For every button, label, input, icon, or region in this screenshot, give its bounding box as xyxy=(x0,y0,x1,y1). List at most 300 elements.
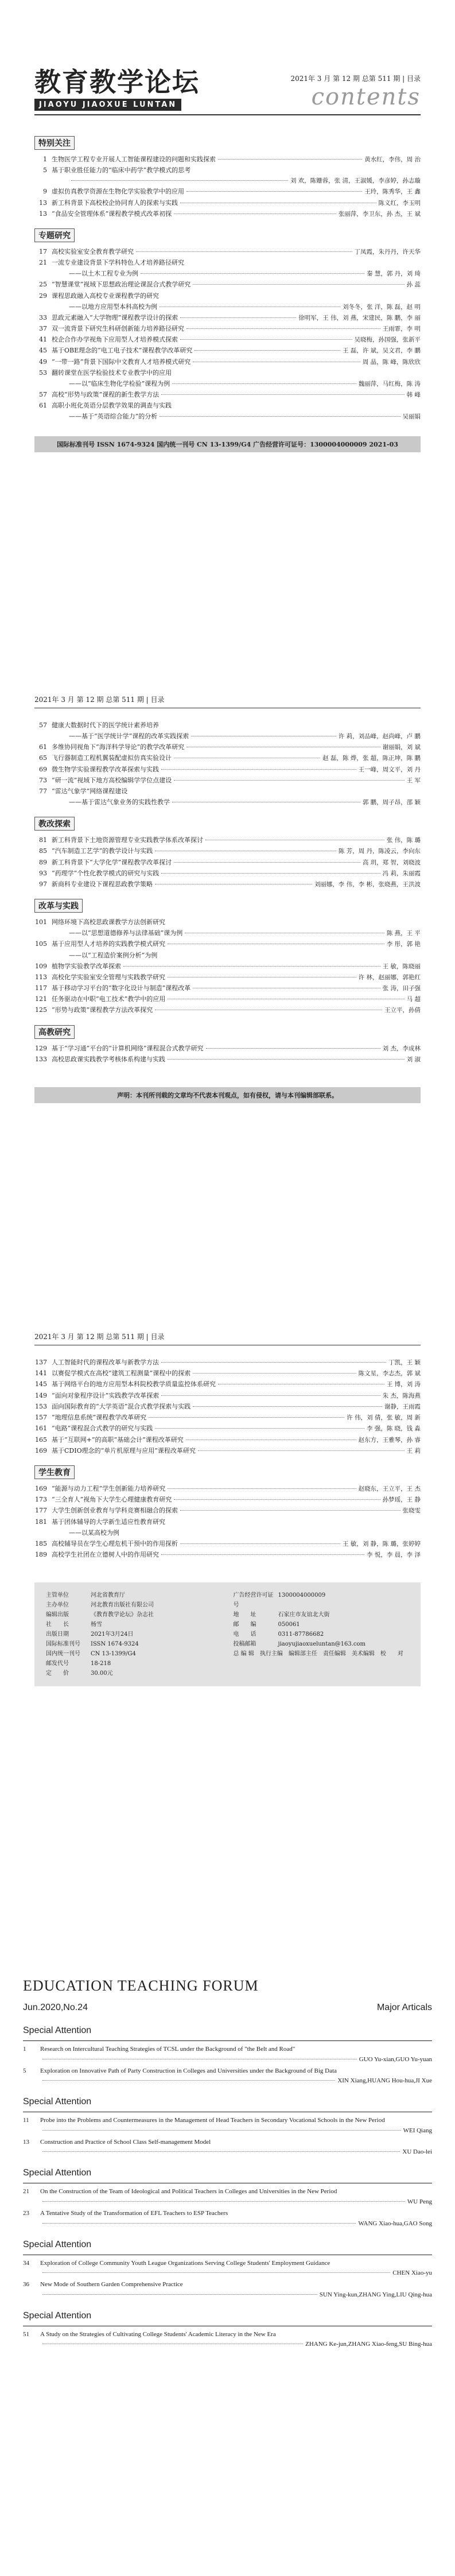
dot-leader xyxy=(136,251,352,252)
dot-leader xyxy=(123,966,380,967)
article-authors: WU Peng xyxy=(407,2198,432,2205)
toc-entry[interactable] xyxy=(34,401,421,410)
imprint-row xyxy=(234,1639,410,1649)
dot-leader xyxy=(42,2201,405,2202)
imprint-left xyxy=(46,1590,222,1678)
toc-entry[interactable] xyxy=(34,166,421,175)
copyright-notice: 声明：本刊所刊载的文章均不代表本刊观点，如有侵权，请与本刊编辑部联系。 xyxy=(34,1087,421,1103)
imprint-key: 主办单位 xyxy=(46,1601,69,1608)
page-number: 23 xyxy=(23,2209,29,2217)
article-authors: 孙 蕊 xyxy=(406,281,421,289)
article-authors: 王 博，刘 涛 xyxy=(386,1381,421,1388)
imprint-value: 河北教育出版社有限公司 xyxy=(91,1601,154,1608)
article-title: 高校化学实验室安全管理与实践教学研究 xyxy=(52,973,165,981)
toc-entry[interactable] xyxy=(34,187,421,196)
toc-entry[interactable] xyxy=(34,247,421,257)
toc-entry[interactable] xyxy=(34,1506,421,1515)
page-number: 109 xyxy=(35,962,47,970)
article-title: New Mode of Southern Garden Comprehensive Practice xyxy=(40,2281,183,2288)
article-title: 双一流背景下研究生科研创新能力培养路径研究 xyxy=(52,325,184,332)
article-authors: XIN Xiang,HUANG Hou-hua,JI Xue xyxy=(337,2077,432,2085)
article-authors: 朱 杰，陈海燕 xyxy=(382,1392,421,1399)
author-line xyxy=(23,2127,432,2134)
toc-entry[interactable] xyxy=(34,1413,421,1422)
toc-page-3 xyxy=(0,1291,455,1920)
article-authors: 王玲，陈秀华，王 鑫 xyxy=(364,188,421,196)
issue-info: 2021年 3 月 第 12 期 总第 511 期 | 目录 xyxy=(34,696,165,704)
dot-leader xyxy=(42,2294,317,2295)
imprint-value: 2021年3月24日 xyxy=(91,1631,134,1638)
page-number: 36 xyxy=(23,2281,29,2288)
toc-entry[interactable] xyxy=(34,1436,421,1445)
article-title: 新商科专业建设下课程思政教学策略 xyxy=(52,880,153,889)
imprint-row xyxy=(234,1630,410,1639)
toc-entry[interactable] xyxy=(23,2259,432,2269)
toc-entry[interactable] xyxy=(34,258,421,267)
toc-entry[interactable] xyxy=(34,313,421,323)
article-authors: 李 强，陈 晓，钱 淼 xyxy=(366,1425,421,1433)
toc-entry[interactable] xyxy=(34,324,421,333)
toc-entry[interactable] xyxy=(34,210,421,219)
dot-leader xyxy=(180,1510,400,1511)
toc-entry[interactable] xyxy=(34,962,421,971)
article-authors: 王 敏，陈晓丽 xyxy=(382,963,421,970)
page-number: 121 xyxy=(35,995,47,1003)
article-title: Exploration on Innovative Path of Party Construction in Colleges and Universities under the Background of Big Data xyxy=(40,2067,337,2074)
toc-page-2 xyxy=(0,654,455,1291)
article-title: 微生物学实验课程教学改革探索与实践 xyxy=(52,765,159,773)
toc-entry[interactable] xyxy=(34,1528,421,1538)
toc-entry[interactable] xyxy=(34,995,421,1004)
imprint-row xyxy=(46,1620,222,1630)
toc-entry[interactable] xyxy=(34,836,421,845)
imprint-value: 1300004000009 xyxy=(278,1592,326,1599)
imprint-row xyxy=(46,1669,222,1678)
author-line xyxy=(23,2341,432,2348)
toc-entry[interactable] xyxy=(34,1550,421,1559)
dot-leader xyxy=(174,1499,380,1500)
masthead xyxy=(34,69,421,111)
article-authors: 韩 峰 xyxy=(406,391,421,399)
page-number: 57 xyxy=(39,721,47,729)
toc-entry[interactable] xyxy=(34,412,421,421)
imprint-right xyxy=(234,1590,410,1649)
toc-entry[interactable] xyxy=(34,1044,421,1053)
article-title: 健康大数据时代下的医学统计素养培养 xyxy=(52,721,159,729)
page-number: 65 xyxy=(39,754,47,762)
article-title: “智慧课堂”视域下思想政治理论课混合式教学研究 xyxy=(52,281,191,289)
article-title: “雷达气象学”网络课程建设 xyxy=(52,787,128,796)
page-number: 21 xyxy=(23,2188,29,2195)
toc-entry[interactable] xyxy=(23,2116,432,2126)
article-authors: 徐明军，王 伟，刘 燕，宋建民，陈 鹏，李 丽 xyxy=(298,314,421,321)
imprint-row xyxy=(234,1590,410,1610)
page-number: 13 xyxy=(39,199,47,207)
article-title: 基于应用型人才培养的实践教学模式研究 xyxy=(52,940,165,948)
article-authors: 丁凤霞，朱丹丹，许天华 xyxy=(354,249,421,256)
page-number: 61 xyxy=(39,743,47,751)
page-number: 81 xyxy=(39,836,47,844)
dot-leader xyxy=(42,2130,401,2131)
article-authors: 陈 燕，王 平 xyxy=(386,930,421,937)
article-title: 翻转课堂在医学检验技术专业教学中的应用 xyxy=(52,368,172,377)
article-title: 网络环境下高校思政课教学方法创新研究 xyxy=(52,918,165,926)
page-number: 169 xyxy=(35,1446,47,1454)
toc-entry[interactable] xyxy=(34,754,421,763)
toc-entry[interactable] xyxy=(34,1380,421,1389)
imprint-key: 国内统一刊号 xyxy=(46,1650,80,1657)
article-title: 面向国际教育的“大学英语”混合式教学探索与实践 xyxy=(52,1402,191,1410)
dot-leader xyxy=(161,769,356,770)
dot-leader xyxy=(193,284,404,285)
article-authors: 王 莉 xyxy=(406,1447,421,1454)
toc-entry[interactable] xyxy=(34,346,421,355)
toc-entry[interactable] xyxy=(34,951,421,960)
toc-entry[interactable] xyxy=(34,1006,421,1015)
toc-entry[interactable] xyxy=(34,269,421,278)
issue-info: 2021年 3 月 第 12 期 总第 511 期 | 目录 xyxy=(290,75,421,83)
article-title: 基于“学习通”平台的“计算机网络”课程混合式教学研究 xyxy=(52,1044,204,1052)
article-authors: 刘冬冬，张 洋，陈 磊，赵 明 xyxy=(342,303,421,311)
editor-role: 责任编辑 xyxy=(322,1650,346,1657)
page-number: 33 xyxy=(39,313,47,321)
dot-leader xyxy=(168,1059,405,1060)
imprint-key: 广告经营许可证号 xyxy=(233,1592,274,1608)
page-number: 21 xyxy=(39,259,47,267)
article-title: 一流专业建设背景下学科特色人才培养路径研究 xyxy=(52,259,184,267)
article-authors: XU Dao-lei xyxy=(402,2148,432,2156)
article-authors: 陈 芳，周 丹，陈凌云，李向东 xyxy=(338,848,421,855)
article-title: 基于职业胜任能力的“临床中药学”教学模式的思考 xyxy=(52,166,191,174)
article-title: 课程思政融入高校专业课程教学的研究 xyxy=(52,292,159,300)
article-title: “形势与政策”课程教学方法改革探究 xyxy=(52,1006,153,1014)
imprint-key: 投稿邮箱 xyxy=(233,1640,256,1647)
english-journal-title: EDUCATION TEACHING FORUM xyxy=(23,1977,259,1994)
dot-leader xyxy=(42,2151,400,2152)
article-authors: 张 伟，陈 璐 xyxy=(386,837,421,844)
section-heading: 专题研究 xyxy=(34,228,75,242)
article-authors: 王立平，孙倩 xyxy=(384,1007,421,1014)
article-title: 基于CDIO理念的“单片机原理与应用”课程改革研究 xyxy=(52,1446,196,1454)
article-authors: CHEN Xiao-yu xyxy=(392,2269,432,2277)
page-number: 17 xyxy=(39,248,47,256)
dot-leader xyxy=(161,394,404,395)
article-authors: 马 超 xyxy=(406,996,421,1003)
dot-leader xyxy=(174,862,360,863)
page-number: 137 xyxy=(35,1359,47,1366)
dot-leader xyxy=(168,1488,356,1489)
article-title: ——基于“医学统计学”课程的改革实践探索 xyxy=(69,732,189,740)
editor-role: 校 对 xyxy=(380,1650,403,1657)
article-title: ——以“临床生物化学检验”课程为例 xyxy=(69,379,170,387)
english-sections xyxy=(23,2026,432,2348)
imprint-value: CN 13-1399/G4 xyxy=(91,1650,136,1657)
article-title: 高校实验室安全教育教学研究 xyxy=(52,248,134,256)
toc-entry[interactable] xyxy=(34,292,421,301)
toc-entry[interactable] xyxy=(34,798,421,807)
imprint-key: 编辑出版 xyxy=(46,1611,69,1618)
toc-sections xyxy=(34,128,421,421)
toc-entry[interactable] xyxy=(34,940,421,949)
page-number: 5 xyxy=(23,2067,26,2074)
toc-entry[interactable] xyxy=(34,1391,421,1400)
article-title: ——以某高校为例 xyxy=(69,1528,119,1537)
toc-entry[interactable] xyxy=(34,984,421,993)
page-number: 13 xyxy=(23,2138,29,2146)
page-number: 61 xyxy=(39,402,47,410)
article-title: ——以土木工程专业为例 xyxy=(69,270,138,278)
dot-leader xyxy=(161,1395,380,1396)
article-title: 校企合作办学视角下应用型人才培养模式探索 xyxy=(52,336,178,344)
article-title: “食品安全管理体系”课程教学模式改革初探 xyxy=(52,210,172,218)
article-title: 任务驱动在中职“电工技术”教学中的应用 xyxy=(52,995,166,1003)
article-title: 大学生创新创业教育与学科竞赛相融合的探索 xyxy=(52,1507,178,1515)
page-number: 9 xyxy=(43,188,47,196)
dot-leader xyxy=(193,1373,356,1374)
dot-leader xyxy=(161,873,380,874)
article-authors: 赵东方，王雅琴，孙 睿 xyxy=(358,1436,421,1444)
dot-leader xyxy=(174,780,404,781)
section-heading: 改革与实践 xyxy=(34,899,83,913)
editor-role: 美术编辑 xyxy=(351,1650,375,1657)
article-title: 基于OBE理念的“电工电子技术”课程教学改革研究 xyxy=(52,347,193,355)
journal-pinyin: JIAOYU JIAOXUE LUNTAN xyxy=(34,99,181,111)
imprint-row xyxy=(46,1649,222,1659)
imprint-row xyxy=(46,1659,222,1669)
imprint-key: 主管单位 xyxy=(46,1592,69,1599)
toc-entry[interactable] xyxy=(23,2066,432,2077)
article-title: “药理学”个性化教学模式的研究与实践 xyxy=(52,869,160,877)
toc-entry[interactable] xyxy=(23,2330,432,2340)
author-line xyxy=(23,2056,432,2063)
article-authors: 秦 慧，郭 丹，刘 琦 xyxy=(366,270,421,278)
toc-entry[interactable] xyxy=(34,335,421,344)
toc-entry[interactable] xyxy=(34,280,421,289)
imprint-row xyxy=(46,1610,222,1620)
toc-sections xyxy=(34,721,421,1064)
imprint-value: 18-218 xyxy=(91,1660,111,1667)
article-title: 生物医学工程专业开展人工智能课程建设的问题和实践探索 xyxy=(52,156,216,163)
divider xyxy=(34,114,421,115)
article-title: 基于网络平台的地方应用型本科院校教学质量监控体系研究 xyxy=(52,1380,216,1388)
article-authors: 李 悦，李 晨，李 泽 xyxy=(366,1551,421,1558)
article-authors: WANG Xiao-hua,GAO Song xyxy=(358,2220,432,2227)
toc-entry[interactable] xyxy=(34,787,421,796)
toc-entry[interactable] xyxy=(34,1495,421,1504)
article-title: A Study on the Strategies of Cultivating College Students' Academic Literacy in the New Era xyxy=(40,2330,276,2338)
toc-entry[interactable] xyxy=(34,368,421,378)
english-subheader xyxy=(23,2003,432,2013)
article-title: 新工科背景下土地资源管理专业实践教学体系改革探讨 xyxy=(52,836,203,844)
page-number: 141 xyxy=(35,1370,47,1378)
article-authors: 李 彤，郭 艳 xyxy=(386,941,421,948)
imprint-value: 30.00元 xyxy=(91,1670,113,1677)
page-number: 129 xyxy=(35,1044,47,1052)
toc-entry[interactable] xyxy=(34,743,421,752)
article-title: ——以“工程造价案例分析”为例 xyxy=(69,951,158,959)
author-line xyxy=(23,2220,432,2227)
article-authors: 赵 磊，陈 烨，张 超，陈正坤，陈 鹏 xyxy=(322,755,421,762)
toc-entry[interactable] xyxy=(34,1539,421,1549)
dot-leader xyxy=(180,317,296,318)
toc-entry[interactable] xyxy=(34,1484,421,1493)
toc-entry[interactable] xyxy=(34,918,421,927)
dot-leader xyxy=(155,1428,364,1429)
page-number: 51 xyxy=(23,2330,29,2338)
article-title: 基于“互联网+”的高职“基础会计”课程改革研究 xyxy=(52,1436,184,1444)
article-title: Exploration of College Community Youth League Organizations Serving College Students' Employment Guidance xyxy=(40,2259,330,2267)
toc-entry[interactable] xyxy=(34,302,421,312)
page-number: 153 xyxy=(35,1402,47,1410)
dot-leader xyxy=(198,1450,405,1451)
article-title: “电路”课程混合式教学的研究与实践 xyxy=(52,1425,153,1433)
article-authors: 张丽萍，李卫东，孙 杰，王 斌 xyxy=(338,210,421,218)
article-authors: 高 玥，郑 智，刘晓波 xyxy=(362,859,421,866)
imprint-value: 050061 xyxy=(278,1621,300,1628)
article-authors: 丁凯，王 颖 xyxy=(388,1359,421,1366)
section-heading: 教改探索 xyxy=(34,817,75,831)
page-number: 161 xyxy=(35,1425,47,1433)
article-authors: GUO Yu-xian,GUO Yu-yuan xyxy=(359,2055,432,2063)
toc-entry[interactable] xyxy=(34,776,421,785)
author-line xyxy=(23,2269,432,2276)
toc-entry[interactable] xyxy=(34,379,421,389)
article-authors: 刘丽娜，李 伟，李 彬，张晓燕，王洪波 xyxy=(314,881,421,889)
imprint-key: 定 价 xyxy=(46,1670,69,1677)
toc-entry[interactable] xyxy=(34,1402,421,1411)
toc-entry[interactable] xyxy=(23,2209,432,2219)
page-number: 34 xyxy=(23,2259,29,2267)
toc-entry[interactable] xyxy=(23,2280,432,2290)
article-authors: 陈义红，李玉明 xyxy=(378,199,421,207)
article-authors: 刘 欢，陈姗蓉，张 清，王淑媛，李彦婷，孙志璇 xyxy=(290,177,421,185)
article-title: 飞行器制造工程机翼装配虚拟仿真实验设计 xyxy=(52,754,172,762)
page-number: 185 xyxy=(35,1539,47,1547)
article-authors: ZHANG Ke-jun,ZHANG Xiao-feng,SU Bing-hua xyxy=(305,2341,432,2348)
article-title: 以赛促学模式在高校“建筑工程测量”课程中的探索 xyxy=(52,1370,191,1378)
article-title: A Tentative Study of the Transformation of EFL Teachers to ESP Teachers xyxy=(40,2209,228,2217)
section-heading: Special Attention xyxy=(23,2239,92,2249)
toc-entry[interactable] xyxy=(34,155,421,164)
article-authors: 周 晶，陈 峰，陈欣欣 xyxy=(362,358,421,366)
contents-label: contents xyxy=(311,84,421,110)
page-number: 5 xyxy=(43,166,47,174)
toc-entry[interactable] xyxy=(23,2187,432,2197)
toc-entry[interactable] xyxy=(34,732,421,741)
article-title: 虚拟仿真教学资源在生物化学实验教学中的应用 xyxy=(52,188,184,196)
toc-entry[interactable] xyxy=(34,1358,421,1367)
article-title: ——基于“英语综合能力”的分析 xyxy=(69,413,158,421)
toc-entry[interactable] xyxy=(34,973,421,982)
article-title: 高校思政课实践教学考核体系构建与实践 xyxy=(52,1055,165,1063)
page-number: 169 xyxy=(35,1484,47,1492)
article-title: “能源与动力工程”学生创新能力培养研究 xyxy=(52,1484,166,1492)
toc-entry[interactable] xyxy=(34,869,421,878)
toc-entry[interactable] xyxy=(34,177,421,185)
editor-role: 编辑部主任 xyxy=(288,1650,317,1657)
journal-title: 教育教学论坛 xyxy=(34,67,200,98)
page-number: 85 xyxy=(39,847,47,855)
article-authors: 谢丽娟，刘 斌 xyxy=(382,744,421,751)
toc-entry[interactable] xyxy=(34,721,421,730)
editor-role: 执行主编 xyxy=(259,1650,283,1657)
toc-entry[interactable] xyxy=(23,2044,432,2055)
article-title: 植物学实验教学改革探索 xyxy=(52,962,121,970)
toc-entry[interactable] xyxy=(34,765,421,774)
toc-entry[interactable] xyxy=(23,2137,432,2148)
section-heading: Special Attention xyxy=(23,2168,92,2178)
imprint-row xyxy=(46,1630,222,1639)
toc-entry[interactable] xyxy=(34,390,421,399)
article-authors: 刘 杰，李成林 xyxy=(382,1045,421,1052)
dot-leader xyxy=(161,1554,364,1555)
article-title: “一带一路”背景下国际中文教育人才培养模式研究 xyxy=(52,358,191,366)
toc-entry[interactable] xyxy=(34,199,421,208)
page-number: 117 xyxy=(35,984,47,992)
article-authors: 吴丽娟 xyxy=(402,413,421,421)
issue-info: 2021年 3 月 第 12 期 总第 511 期 | 目录 xyxy=(34,1333,165,1341)
toc-entry[interactable] xyxy=(34,929,421,938)
toc-entry[interactable] xyxy=(34,1424,421,1433)
article-title: Construction and Practice of School Class Self-management Model xyxy=(40,2138,211,2146)
toc-entry[interactable] xyxy=(34,1446,421,1456)
page-number: 165 xyxy=(35,1436,47,1444)
dot-leader xyxy=(180,339,352,340)
section-heading: 特别关注 xyxy=(34,136,75,150)
imprint-row xyxy=(234,1610,410,1620)
dot-leader xyxy=(172,383,356,384)
page-number: 49 xyxy=(39,358,47,366)
toc-entry[interactable] xyxy=(34,1369,421,1378)
article-title: 高校“形势与政策”课程的新生教学方法 xyxy=(52,391,160,399)
imprint-row xyxy=(46,1600,222,1610)
imprint-key: 地 址 xyxy=(233,1611,256,1618)
dot-leader xyxy=(193,1406,382,1407)
article-title: ——以“思想道德修养与法律基础”课为例 xyxy=(69,929,183,937)
article-authors: 吴晓梅，孙国强，张新平 xyxy=(354,336,421,344)
imprint-key: 出版日期 xyxy=(46,1631,69,1638)
dot-leader xyxy=(71,180,288,181)
page-number: 105 xyxy=(35,940,47,948)
dot-leader xyxy=(180,1543,340,1544)
article-title: 思政元素融入“大学物理”课程教学设计的探索 xyxy=(52,313,178,321)
toc-page-1 xyxy=(0,0,455,654)
article-authors: 王一峰，周文平，刘 丹 xyxy=(358,766,421,773)
dot-leader xyxy=(42,2223,356,2224)
article-authors: 许 莉，刘品峰，赵尚峰，卢 鹏 xyxy=(338,732,421,740)
article-title: Research on Intercultural Teaching Strategies of TCSL under the Background of "the Belt and Road" xyxy=(40,2046,295,2053)
article-title: “研一流”视域下地方高校编辑学学位点建设 xyxy=(52,776,172,784)
article-title: 人工智能时代的课程改革与新教学方法 xyxy=(52,1359,159,1366)
toc-entry[interactable] xyxy=(34,1518,421,1527)
page-number: 93 xyxy=(39,869,47,877)
toc-entry[interactable] xyxy=(34,847,421,856)
toc-entry[interactable] xyxy=(34,358,421,367)
toc-entry[interactable] xyxy=(34,858,421,867)
toc-entry[interactable] xyxy=(34,1055,421,1064)
article-title: 高校辅导员在学生心理危机干预中的作用探析 xyxy=(52,1539,178,1547)
imprint-value: 《教育教学论坛》杂志社 xyxy=(91,1611,154,1618)
imprint-box xyxy=(34,1582,421,1686)
toc-entry[interactable] xyxy=(34,880,421,889)
page-number: 149 xyxy=(35,1391,47,1399)
editors-list xyxy=(234,1649,410,1659)
page-number: 37 xyxy=(39,325,47,332)
dot-leader xyxy=(206,1048,380,1049)
page-number: 29 xyxy=(39,292,47,300)
page-number: 173 xyxy=(35,1496,47,1504)
dot-leader xyxy=(195,350,340,351)
